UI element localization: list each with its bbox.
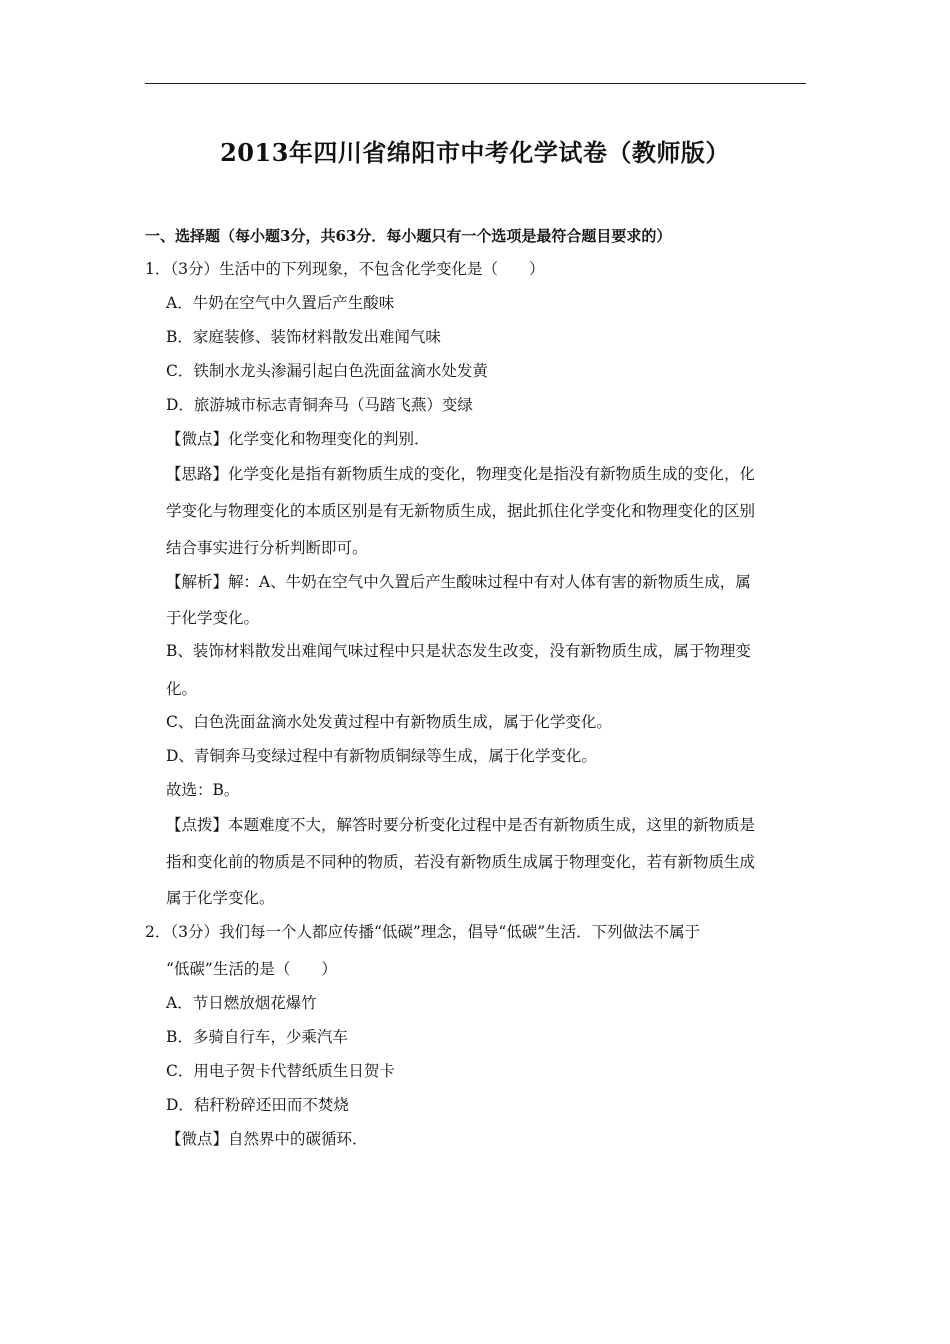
q1-answer: 故选：B。 [166,781,240,799]
q2-option-a: A．节日燃放烟花爆竹 [166,994,317,1012]
q1-analysis-line: 于化学变化。 [166,609,260,627]
q2-stem: 2．（3分）我们每一个人都应传播“低碳”理念，倡导“低碳”生活．下列做法不属于 [145,923,701,941]
q1-idea-line: 结合事实进行分析判断即可。 [166,539,368,557]
section-heading: 一、选择题（每小题3分，共63分．每小题只有一个选项是最符合题目要求的） [145,227,672,245]
q1-tip-line: 【点拨】本题难度不大，解答时要分析变化过程中是否有新物质生成，这里的新物质是 [166,816,756,834]
q1-option-c: C．铁制水龙头渗漏引起白色洗面盆滴水处发黄 [166,362,488,380]
q1-option-a: A．牛奶在空气中久置后产生酸味 [166,294,395,312]
document-title: 2013年四川省绵阳市中考化学试卷（教师版） [220,138,730,167]
q2-point: 【微点】自然界中的碳循环． [166,1130,368,1148]
q1-point: 【微点】化学变化和物理变化的判别． [166,430,430,448]
q2-option-b: B．多骑自行车，少乘汽车 [166,1028,348,1046]
q1-idea-line: 【思路】化学变化是指有新物质生成的变化，物理变化是指没有新物质生成的变化，化 [166,465,756,483]
q2-option-c: C．用电子贺卡代替纸质生日贺卡 [166,1062,395,1080]
q2-stem-cont: “低碳”生活的是（ ） [166,960,337,978]
q1-idea-line: 学变化与物理变化的本质区别是有无新物质生成，据此抓住化学变化和物理变化的区别 [166,502,756,520]
q1-analysis-line: B、装饰材料散发出难闻气味过程中只是状态发生改变，没有新物质生成，属于物理变 [166,642,751,660]
q1-analysis-line: 化。 [166,680,198,698]
q1-tip-line: 指和变化前的物质是不同种的物质，若没有新物质生成属于物理变化，若有新物质生成 [166,853,756,871]
header-rule [145,83,806,84]
q1-tip-line: 属于化学变化。 [166,889,275,907]
q1-option-b: B．家庭装修、装饰材料散发出难闻气味 [166,328,441,346]
q1-option-d: D．旅游城市标志青铜奔马（马踏飞燕）变绿 [166,396,473,414]
q1-analysis-line: C、白色洗面盆滴水处发黄过程中有新物质生成，属于化学变化。 [166,713,612,731]
q1-analysis-line: 【解析】解：A、牛奶在空气中久置后产生酸味过程中有对人体有害的新物质生成，属 [166,573,751,591]
q1-stem: 1．（3分）生活中的下列现象，不包含化学变化是（ ） [145,260,545,278]
q1-analysis-line: D、青铜奔马变绿过程中有新物质铜绿等生成，属于化学变化。 [166,747,597,765]
q2-option-d: D．秸秆粉碎还田而不焚烧 [166,1096,349,1114]
